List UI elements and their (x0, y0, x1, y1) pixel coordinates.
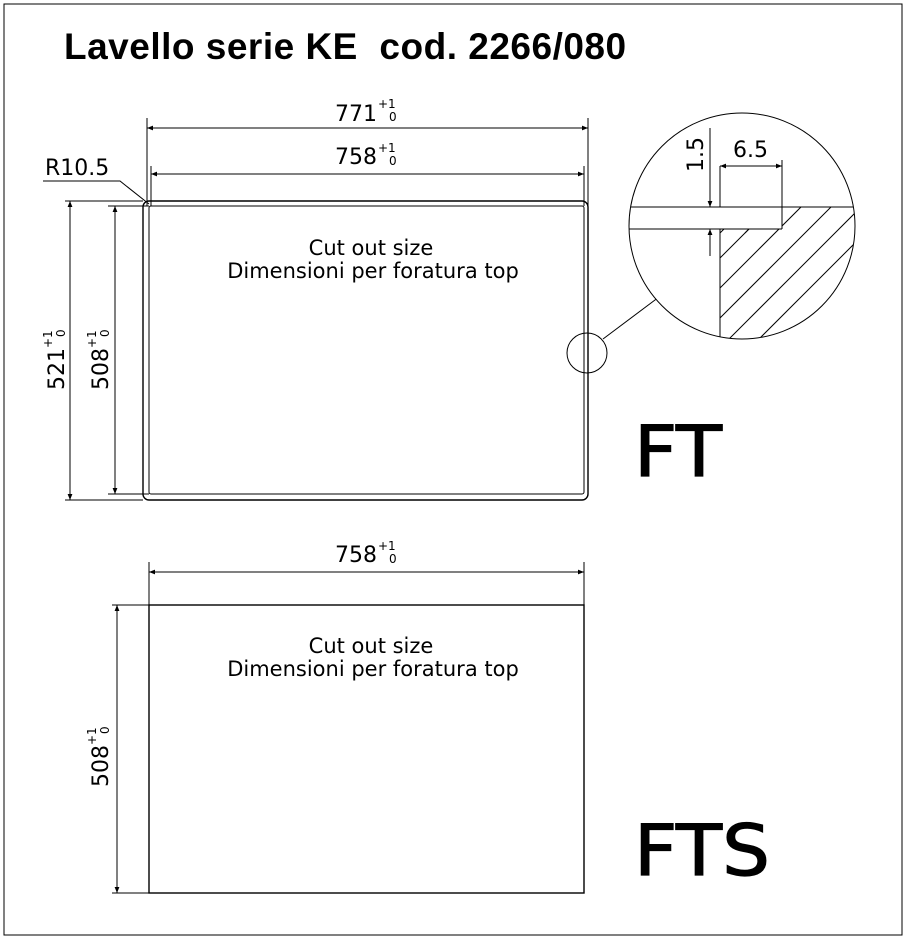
fts-height-tol-minus: 0 (98, 726, 112, 734)
fts-height-value: 508 (89, 745, 114, 787)
ft-outer-height-tol-minus: 0 (54, 329, 68, 337)
fts-height-tol-plus: +1 (85, 727, 99, 745)
ft-note-line2: Dimensioni per foratura top (227, 259, 519, 283)
ft-detail-width-value: 6.5 (733, 138, 768, 163)
fts-note-line1: Cut out size (308, 634, 434, 658)
ft-inner-height-tol-plus: +1 (85, 330, 99, 348)
ft-outer-width-tol-minus: 0 (389, 110, 397, 124)
drawing-title: Lavello serie KE cod. 2266/080 (64, 26, 627, 67)
ft-inner-width-tol-minus: 0 (389, 154, 397, 168)
ft-outer-width-tol-plus: +1 (378, 97, 396, 111)
fts-width-tol-plus: +1 (378, 539, 396, 553)
ft-outer-width-value: 771 (335, 102, 377, 127)
ft-drawing (41, 97, 908, 500)
fts-drawing (85, 539, 770, 893)
ft-detail-callout (567, 333, 607, 373)
ft-inner-width-value: 758 (335, 145, 377, 170)
ft-radius-label: R10.5 (45, 156, 110, 181)
ft-inner-height-tol-minus: 0 (98, 329, 112, 337)
ft-inner-height-value: 508 (89, 348, 114, 390)
fts-width-tol-minus: 0 (389, 552, 397, 566)
ft-outer-height-value: 521 (45, 348, 70, 390)
fts-label: FTS (634, 810, 770, 892)
ft-inner-width-tol-plus: +1 (378, 141, 396, 155)
fts-width-value: 758 (335, 543, 377, 568)
ft-detail-view (620, 100, 908, 360)
ft-note-line1: Cut out size (308, 236, 434, 260)
ft-outer-height-tol-plus: +1 (41, 330, 55, 348)
ft-detail-depth-value: 1.5 (684, 137, 709, 172)
ft-label: FT (634, 411, 723, 493)
fts-note-line2: Dimensioni per foratura top (227, 657, 519, 681)
